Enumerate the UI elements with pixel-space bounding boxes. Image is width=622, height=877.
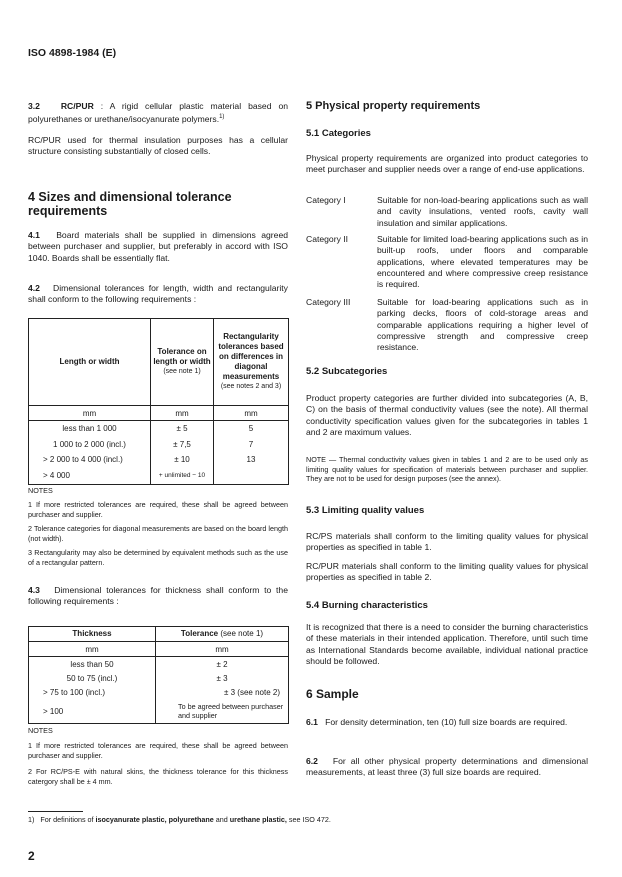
table-row: less than 50 ± 2 xyxy=(29,657,289,672)
column-header: Length or width xyxy=(29,319,151,406)
thickness-tolerance-table xyxy=(28,626,289,724)
clause-3-2 xyxy=(28,101,288,125)
paragraph: RC/PUR used for thermal insulation purposes has a cellular structure consisting substantially of closed cells. xyxy=(28,135,288,157)
unit-cell: mm xyxy=(214,406,289,421)
table-row: > 75 to 100 (incl.) ± 3 (see note 2) xyxy=(29,686,289,700)
term: RC/PUR xyxy=(60,101,94,111)
section-heading: 4 Sizes and dimensional tolerance requirements xyxy=(28,190,232,218)
paragraph: Dimensional tolerances for length, width and rectangularity shall conform to the following requirements : xyxy=(28,283,288,305)
paragraph: Dimensional tolerances for thickness shall conform to the following requirements : xyxy=(28,585,288,607)
clause-6-2: 6.2 For all other physical property determinations and dimensional measurements, at least three (3) full size boards are required. xyxy=(306,756,588,778)
clause-number: 3.2 xyxy=(28,101,40,111)
page-number: 2 xyxy=(28,849,35,863)
section-heading: 5 Physical property requirements xyxy=(306,100,481,112)
clause-number: 4.1 xyxy=(28,230,40,240)
note: 2 Tolerance categories for diagonal measurements are based on the board length (not width). xyxy=(28,524,288,543)
paragraph: RC/PS materials shall conform to the limiting quality values for physical properties as specified in table 1. xyxy=(306,531,588,553)
note: 1 If more restricted tolerances are required, these shall be agreed between purchaser and supplier. xyxy=(28,500,288,519)
section-heading: 6 Sample xyxy=(306,687,359,701)
clause-4-3 xyxy=(28,585,288,608)
paragraph: It is recognized that there is a need to consider the burning characteristics of these materials in their intended application. Therefore, until such time as International Standards become available, individual national practice should be followed. xyxy=(306,622,588,666)
category-item: Category I Suitable for non-load-bearing applications such as wall and cavity insulations, vented roofs, cavity wall insulation and similar applications. xyxy=(306,195,588,228)
table-row: less than 1 000 ± 5 5 xyxy=(29,421,289,437)
subsection-heading: 5.3 Limiting quality values xyxy=(306,505,425,516)
paragraph: Board materials shall be supplied in dimensions agreed between purchaser and supplier, but preferably in accord with ISO 1040. Boards shall be essentially flat. xyxy=(28,230,288,263)
paragraph: RC/PUR materials shall conform to the limiting quality values for physical properties as specified in table 2. xyxy=(306,561,588,583)
footnote-rule xyxy=(28,811,83,812)
definition: : A rigid cellular plastic material based on polyurethanes or urethane/isocyanurate polymers. xyxy=(28,101,289,125)
column-header: Thickness xyxy=(29,627,156,642)
subsection-heading: 5.2 Subcategories xyxy=(306,366,388,377)
unit-cell: mm xyxy=(151,406,214,421)
note: 3 Rectangularity may also be determined by equivalent methods such as the use of a rectangular pattern. xyxy=(28,548,288,567)
notes-title: NOTES xyxy=(28,486,53,495)
length-tolerance-table xyxy=(28,318,289,485)
subsection-heading: 5.4 Burning characteristics xyxy=(306,600,428,611)
clause-number: 4.2 xyxy=(28,283,40,293)
column-header: Rectangularity tolerances based on differences in diagonal measurements (see notes 2 and 3) xyxy=(214,319,289,406)
clause-4-1 xyxy=(28,230,288,264)
category-item: Category II Suitable for limited load-bearing applications such as in built-up roofs, under floors and comparable applications, where elevated temperatures may be encountered and where compressive creep resistance is required. xyxy=(306,234,588,290)
unit-cell: mm xyxy=(156,642,289,657)
clause-number: 4.3 xyxy=(28,585,40,595)
column-header: Tolerance on length or width (see note 1) xyxy=(151,319,214,406)
document-header: ISO 4898-1984 (E) xyxy=(28,47,117,59)
footnote: 1) For definitions of isocyanurate plastic, polyurethane and urethane plastic, see ISO 472. xyxy=(28,815,331,824)
column-header: Tolerance (see note 1) xyxy=(156,627,289,642)
clause-6-1: 6.1 For density determination, ten (10) full size boards are required. xyxy=(306,717,568,727)
footnote-ref: 1) xyxy=(219,114,225,121)
table-row: 1 000 to 2 000 (incl.) ± 7,5 7 xyxy=(29,437,289,452)
paragraph: Physical property requirements are organized into product categories to meet purchaser and supplier needs over a range of end-use applications. xyxy=(306,153,588,175)
table-row: > 4 000 + unlimited − 10 xyxy=(29,467,289,485)
notes-title: NOTES xyxy=(28,726,53,735)
unit-cell: mm xyxy=(29,642,156,657)
category-item: Category III Suitable for load-bearing applications such as in parking decks, floors of cold-storage areas and comparable applications requiring a higher level of compressive strength and compressive creep resistance. xyxy=(306,297,588,353)
note: 1 If more restricted tolerances are required, these shall be agreed between purchaser and supplier. xyxy=(28,741,288,760)
table-row: > 2 000 to 4 000 (incl.) ± 10 13 xyxy=(29,452,289,467)
clause-4-2 xyxy=(28,283,288,306)
table-row: > 100 To be agreed between purchaser and supplier xyxy=(29,700,289,724)
note: NOTE — Thermal conductivity values given in tables 1 and 2 are to be used only as limiting quality values for specification of materials between purchaser and supplier. They are not to be used for design purposes (see the annex). xyxy=(306,455,588,484)
note: 2 For RC/PS-E with natural skins, the thickness tolerance for this thickness catergory shall be ± 4 mm. xyxy=(28,767,288,786)
paragraph: Product property categories are further divided into subcategories (A, B, C) on the basis of thermal conductivity values (see the note). All thermal conductivity specification values given for the subcategories in tables 1 and 2 are maximum values. xyxy=(306,393,588,437)
unit-cell: mm xyxy=(29,406,151,421)
subsection-heading: 5.1 Categories xyxy=(306,128,371,139)
table-row: 50 to 75 (incl.) ± 3 xyxy=(29,672,289,686)
